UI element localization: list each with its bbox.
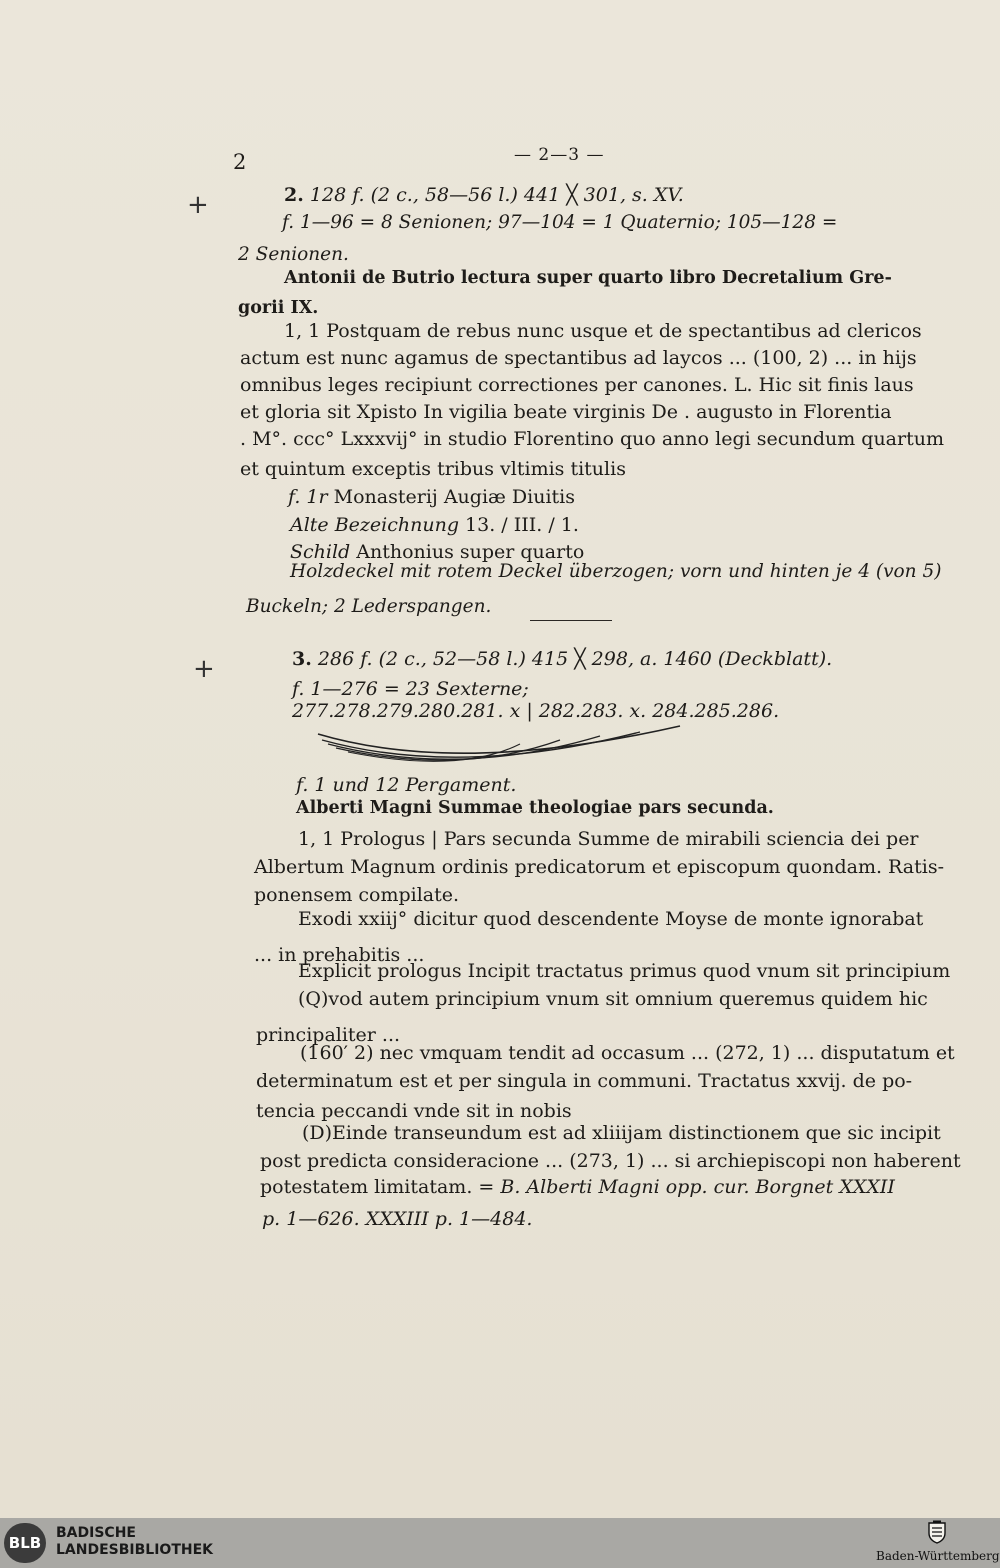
text-line: principaliter ... bbox=[256, 1024, 401, 1046]
collation-line: 2 Senionen. bbox=[238, 244, 349, 265]
library-name-line1: BADISCHE bbox=[56, 1525, 136, 1541]
library-name-line2: LANDESBIBLIOTHEK bbox=[56, 1542, 214, 1558]
entry-number: 2. bbox=[284, 184, 304, 206]
binding-swash-lines bbox=[300, 722, 690, 770]
collation-line: 277.278.279.280.281. x | 282.283. x. 284.285.286. bbox=[292, 700, 780, 722]
text-line: Explicit prologus Incipit tractatus primus quod vnum sit principium bbox=[298, 960, 951, 982]
entry-description: 286 f. (2 c., 52—58 l.) 415 ╳ 298, a. 1460 (Deckblatt). bbox=[317, 648, 833, 670]
note-line: f. 1 und 12 Pergament. bbox=[296, 774, 517, 796]
text-line: Exodi xxiij° dicitur quod descendente Moyse de monte ignorabat bbox=[298, 908, 924, 930]
text-line: post predicta consideracione ... (273, 1) ... si archiepiscopi non haberent bbox=[260, 1150, 961, 1172]
margin-mark: + bbox=[187, 190, 209, 220]
text-line: omnibus leges recipiunt correctiones per canones. L. Hic sit finis laus bbox=[240, 374, 914, 396]
state-crest-icon bbox=[926, 1520, 948, 1544]
text-line: . M°. ccc° Lxxxvij° in studio Florentino quo anno legi secundum quartum bbox=[240, 428, 944, 450]
separator-rule bbox=[530, 620, 612, 621]
text-line: ponensem compilate. bbox=[254, 884, 460, 906]
note-value: 13. / III. / 1. bbox=[459, 514, 579, 536]
page-number: 2 bbox=[233, 150, 247, 174]
blb-logo[interactable]: BLB bbox=[4, 1523, 46, 1563]
note-value: Monasterij Augiæ Diuitis bbox=[327, 486, 576, 508]
note-line: Holzdeckel mit rotem Deckel überzogen; vorn und hinten je 4 (von 5) bbox=[290, 561, 942, 582]
text-line: Albertum Magnum ordinis predicatorum et episcopum quondam. Ratis- bbox=[254, 856, 945, 878]
entry-3-heading bbox=[292, 650, 832, 669]
viewer-footer bbox=[0, 1518, 1000, 1568]
text-line: 1, 1 Postquam de rebus nunc usque et de spectantibus ad clericos bbox=[284, 320, 922, 342]
text-segment: potestatem limitatam. = bbox=[260, 1176, 501, 1198]
text-line: actum est nunc agamus de spectantibus ad laycos ... (100, 2) ... in hijs bbox=[240, 347, 917, 369]
text-line: et quintum exceptis tribus vltimis titulis bbox=[240, 458, 626, 480]
text-line: (160′ 2) nec vmquam tendit ad occasum ... (272, 1) ... disputatum et bbox=[300, 1042, 955, 1064]
note-label: Alte Bezeichnung bbox=[290, 514, 460, 536]
text-line: et gloria sit Xpisto In vigilia beate virginis De . augusto in Florentia bbox=[240, 401, 892, 423]
text-line: 1, 1 Prologus | Pars secunda Summe de mirabili sciencia dei per bbox=[298, 828, 919, 850]
text-line: ... in prehabitis ... bbox=[254, 944, 425, 966]
collation-line: f. 1—96 = 8 Senionen; 97—104 = 1 Quaternio; 105—128 = bbox=[282, 212, 838, 233]
text-line: determinatum est et per singula in communi. Tractatus xxvij. de po- bbox=[256, 1070, 913, 1092]
margin-mark: + bbox=[193, 654, 215, 684]
note-value: Anthonius super quarto bbox=[350, 541, 585, 563]
entry-2-heading bbox=[284, 186, 684, 205]
state-name: Baden-Württemberg bbox=[876, 1549, 1000, 1563]
collation-line: f. 1—276 = 23 Sexterne; bbox=[292, 678, 529, 700]
note-line bbox=[290, 516, 579, 535]
text-line: (D)Einde transeundum est ad xliiijam distinctionem que sic incipit bbox=[302, 1122, 941, 1144]
library-name bbox=[56, 1525, 213, 1559]
work-title: Alberti Magni Summae theologiae pars secunda. bbox=[296, 798, 774, 818]
text-line bbox=[260, 1178, 895, 1197]
work-title: gorii IX. bbox=[238, 298, 319, 318]
text-line: tencia peccandi vnde sit in nobis bbox=[256, 1100, 572, 1122]
running-head: — 2—3 — bbox=[514, 145, 605, 165]
note-line bbox=[290, 543, 584, 562]
note-label: f. 1r bbox=[288, 486, 328, 508]
entry-number: 3. bbox=[292, 648, 312, 670]
note-label: Schild bbox=[290, 541, 351, 563]
citation: B. Alberti Magni opp. cur. Borgnet XXXII bbox=[500, 1176, 895, 1198]
work-title: Antonii de Butrio lectura super quarto libro Decretalium Gre- bbox=[284, 268, 892, 288]
note-line bbox=[288, 488, 575, 507]
note-line: Buckeln; 2 Lederspangen. bbox=[246, 596, 492, 617]
entry-description: 128 f. (2 c., 58—56 l.) 441 ╳ 301, s. XV. bbox=[309, 184, 684, 206]
citation-line: p. 1—626. XXXIII p. 1—484. bbox=[262, 1208, 533, 1230]
text-line: (Q)vod autem principium vnum sit omnium queremus quidem hic bbox=[298, 988, 928, 1010]
